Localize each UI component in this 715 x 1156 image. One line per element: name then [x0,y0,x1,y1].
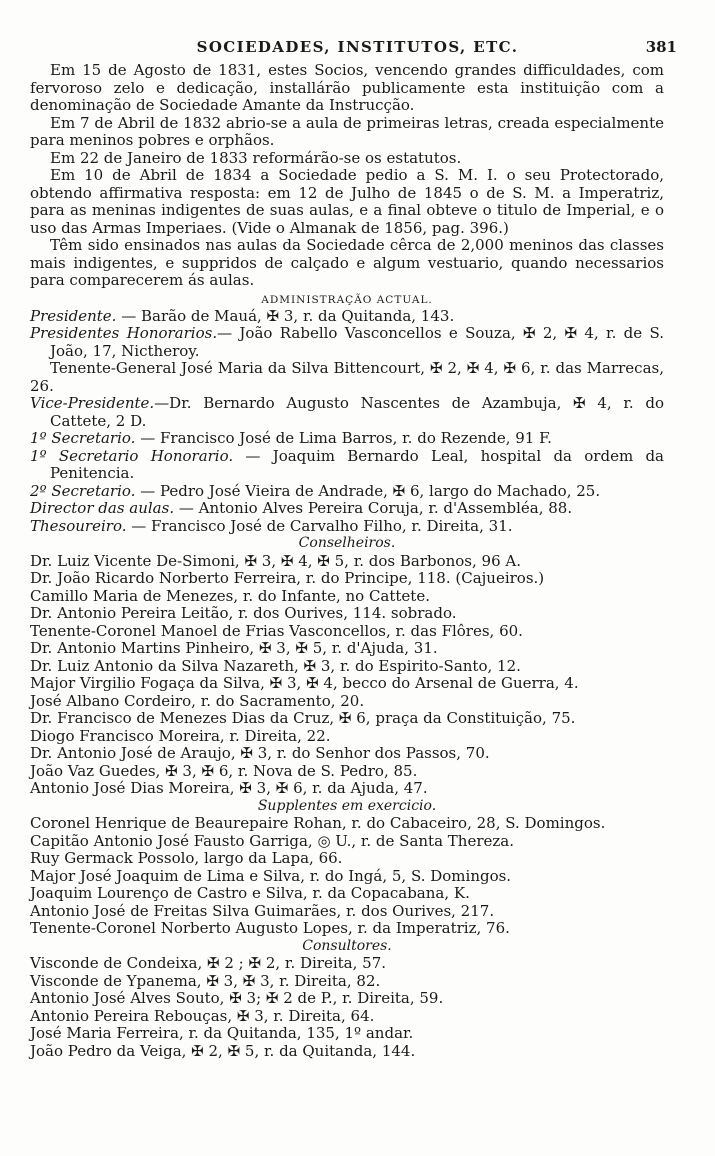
officer-details: — Joaquim Bernardo Leal, hospital da ordem da Penitencia. [50,446,664,482]
officer-details: — Pedro José Vieira de Andrade, ✠ 6, largo do Machado, 25. [135,481,601,500]
member-entry: Dr. Antonio Martins Pinheiro, ✠ 3, ✠ 5, r. d'Ajuda, 31. [30,639,438,657]
supplentes-heading: Supplentes em exercicio. [257,797,437,814]
page-body [30,62,664,1060]
member-entry: José Albano Cordeiro, r. do Sacramento, 20. [30,691,365,710]
officer-details: —Dr. Bernardo Augusto Nascentes de Azambuja, ✠ 4, r. do Cattete, 2 D. [50,394,664,430]
member-entry: Camillo Maria de Menezes, r. do Infante, no Cattete. [30,586,430,605]
member-entry: Ruy Germack Possolo, largo da Lapa, 66. [30,849,343,867]
intro-paragraph: Em 7 de Abril de 1832 abrio-se a aula de primeiras letras, creada especialmente para meninos pobres e orphãos. [30,113,664,149]
officer-entry [30,500,664,518]
member-entry: Dr. Luiz Antonio da Silva Nazareth, ✠ 3, r. do Espirito-Santo, 12. [30,656,521,675]
consultores-list [30,955,664,1060]
member-entry: Diogo Francisco Moreira, r. Direita, 22. [30,726,331,745]
intro-section [30,62,664,290]
officer-details: — João Rabello Vasconcellos e Souza, ✠ 2, ✠ 4, r. de S. João, 17, Nictheroy. [50,324,664,360]
member-entry: Dr. Francisco de Menezes Dias da Cruz, ✠ 6, praça da Constituição, 75. [30,709,576,727]
officer-role: 1º Secretario Honorario. [30,446,234,465]
member-entry: Dr. Antonio Pereira Leitão, r. dos Ourives, 114. sobrado. [30,604,457,622]
member-entry: Major José Joaquim de Lima e Silva, r. do Ingá, 5, S. Domingos. [30,866,512,885]
member-entry: Antonio José Dias Moreira, ✠ 3, ✠ 6, r. da Ajuda, 47. [30,779,428,797]
member-entry: Major Virgilio Fogaça da Silva, ✠ 3, ✠ 4, becco do Arsenal de Guerra, 4. [30,674,579,692]
conselheiros-heading: Conselheiros. [298,535,396,551]
officer-role: 1º Secretario. [30,429,136,447]
running-title: SOCIEDADES, INSTITUTOS, ETC. [196,38,519,56]
officer-role: Thesoureiro. [30,516,127,535]
officer-entry [30,360,664,395]
running-header [0,38,715,60]
administration-list [30,308,664,536]
officer-entry [30,430,664,448]
member-entry: Dr. Antonio José de Araujo, ✠ 3, r. do Senhor dos Passos, 70. [30,744,490,762]
member-entry: Antonio José de Freitas Silva Guimarães, r. dos Ourives, 217. [30,901,495,920]
officer-entry [30,483,664,501]
officer-entry [30,308,664,326]
supplentes-list [30,815,664,938]
member-entry: Joaquim Lourenço de Castro e Silva, r. da Copacabana, K. [30,884,470,902]
consultores-heading: Consultores. [302,937,392,954]
member-entry: Tenente-Coronel Norberto Augusto Lopes, r. da Imperatriz, 76. [30,919,510,937]
officer-details: — Barão de Mauá, ✠ 3, r. da Quitanda, 143. [116,306,455,325]
officer-entry [30,325,664,360]
officer-role: Director das aulas. [30,499,175,517]
member-entry: Antonio José Alves Souto, ✠ 3; ✠ 2 de P., r. Direita, 59. [30,989,444,1007]
member-entry: João Vaz Guedes, ✠ 3, ✠ 6, r. Nova de S. Pedro, 85. [30,761,418,780]
conselheiros-list [30,553,664,798]
intro-paragraph: Têm sido ensinados nas aulas da Sociedade cêrca de 2,000 meninos das classes mais indigentes, e suppridos de calçado e algum vestuario, quando necessarios para comparecerem ás aulas. [30,236,664,289]
officer-role: Vice-Presidente. [30,394,155,412]
member-entry: Coronel Henrique de Beaurepaire Rohan, r. do Cabaceiro, 28, S. Domingos. [30,814,606,832]
officer-role: Presidente. [30,306,117,325]
officer-entry [30,395,664,430]
member-entry: Visconde de Condeixa, ✠ 2 ; ✠ 2, r. Direita, 57. [30,954,387,972]
intro-paragraph: Em 15 de Agosto de 1831, estes Socios, vencendo grandes difficuldades, com fervoroso zelo e dedicação, installárão publicamente esta instituição com a denominação de Sociedade Amante da Instrucção. [30,61,664,114]
officer-role: Presidentes Honorarios. [30,324,218,342]
member-entry: Antonio Pereira Rebouças, ✠ 3, r. Direita, 64. [30,1006,375,1025]
officer-details: — Francisco José de Carvalho Filho, r. Direita, 31. [126,516,513,535]
officer-entry [30,518,664,536]
intro-paragraph: Em 10 de Abril de 1834 a Sociedade pedio a S. M. I. o seu Protectorado, obtendo affirmativa resposta: em 12 de Julho de 1845 o de S. M. a Imperatriz, para as meninas indigentes de suas aulas, e a final obteve o titulo de Imperial, e o uso das Armas Imperiaes. (Vide o Almanak de 1856, pag. 396.) [30,166,664,237]
member-entry: Visconde de Ypanema, ✠ 3, ✠ 3, r. Direita, 82. [30,971,381,990]
member-entry: José Maria Ferreira, r. da Quitanda, 135, 1º andar. [30,1024,414,1042]
intro-paragraph: Em 22 de Janeiro de 1833 reformárão-se os estatutos. [50,148,462,167]
officer-details: — Antonio Alves Pereira Coruja, r. d'Assembléa, 88. [174,499,573,517]
member-entry: Dr. Luiz Vicente De-Simoni, ✠ 3, ✠ 4, ✠ 5, r. dos Barbonos, 96 A. [30,551,522,570]
member-entry: Tenente-Coronel Manoel de Frias Vasconcellos, r. das Flôres, 60. [30,621,523,640]
administration-heading: ADMINISTRAÇÃO ACTUAL. [261,293,433,306]
officer-role: 2º Secretario. [30,481,136,500]
officer-entry [30,448,664,483]
officer-details: — Francisco José de Lima Barros, r. do Rezende, 91 F. [135,429,552,447]
member-entry: João Pedro da Veiga, ✠ 2, ✠ 5, r. da Quitanda, 144. [30,1041,416,1060]
member-entry: Dr. João Ricardo Norberto Ferreira, r. do Principe, 118. (Cajueiros.) [30,569,545,587]
page-number: 381 [645,38,677,56]
member-entry: Capitão Antonio José Fausto Garriga, ◎ U., r. de Santa Thereza. [30,831,514,850]
officer-details: Tenente-General José Maria da Silva Bittencourt, ✠ 2, ✠ 4, ✠ 6, r. das Marrecas, 26. [30,359,664,395]
